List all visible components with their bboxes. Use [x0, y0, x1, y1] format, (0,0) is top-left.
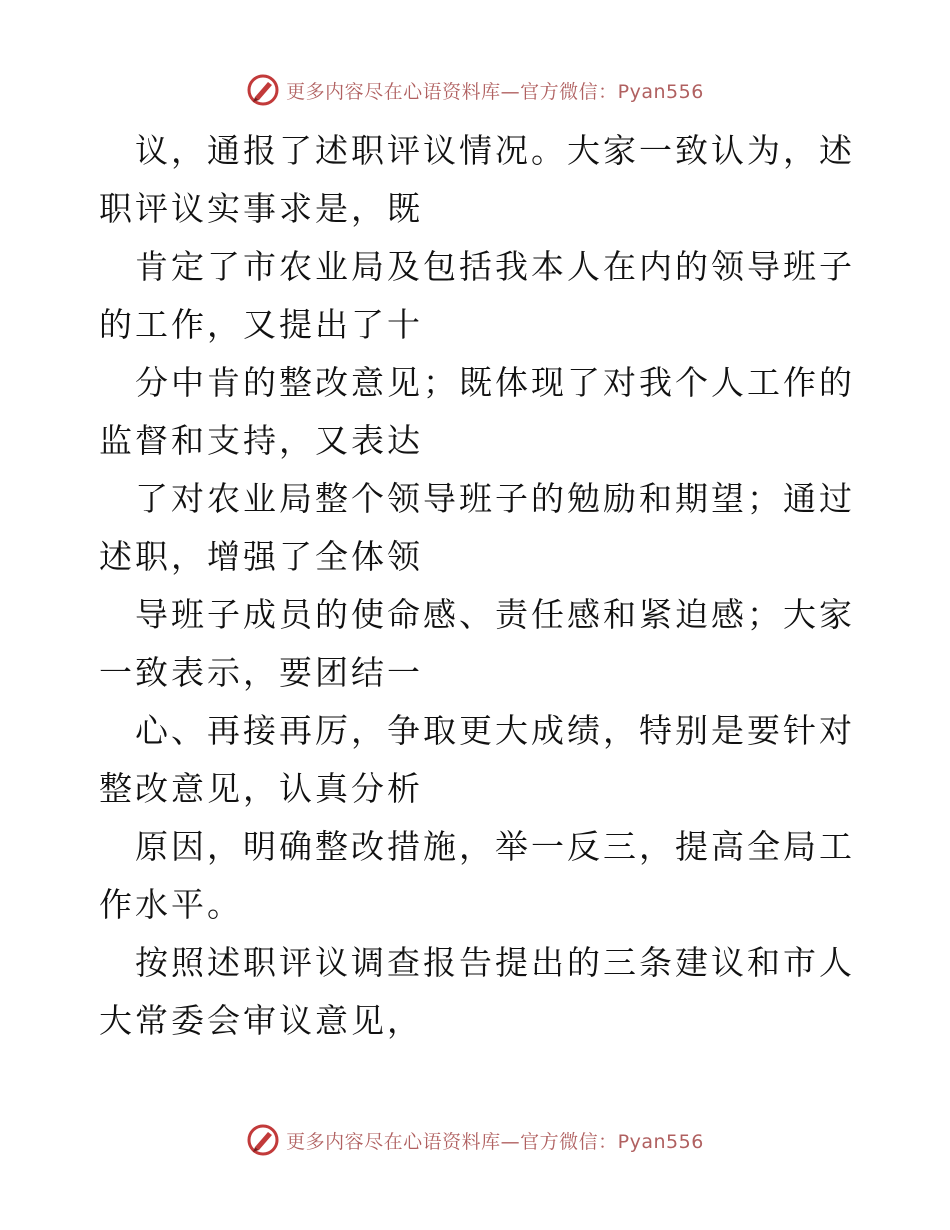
- header-watermark: [0, 72, 950, 108]
- paragraph: 肯定了市农业局及包括我本人在内的领导班子的工作，又提出了十: [99, 247, 855, 344]
- paragraph: 心、再接再厉，争取更大成绩，特别是要针对整改意见，认真分析: [99, 711, 855, 808]
- pen-logo-icon: [246, 1123, 280, 1157]
- paragraph: 原因，明确整改措施，举一反三，提高全局工作水平。: [99, 827, 855, 924]
- paragraph: 按照述职评议调查报告提出的三条建议和市人大常委会审议意见，: [99, 943, 855, 1040]
- watermark-text: 更多内容尽在心语资料库—官方微信：Pyan556: [286, 80, 704, 103]
- paragraph: 分中肯的整改意见；既体现了对我个人工作的监督和支持，又表达: [99, 363, 855, 460]
- pen-logo-icon: [246, 73, 280, 107]
- paragraph: 了对农业局整个领导班子的勉励和期望；通过述职，增强了全体领: [99, 479, 855, 576]
- paragraph: 导班子成员的使命感、责任感和紧迫感；大家一致表示，要团结一: [99, 595, 855, 692]
- paragraph: 议，通报了述职评议情况。大家一致认为，述职评议实事求是，既: [99, 131, 855, 228]
- watermark-text: 更多内容尽在心语资料库—官方微信：Pyan556: [286, 1130, 704, 1153]
- footer-watermark: [0, 1122, 950, 1158]
- document-body: [99, 122, 859, 1050]
